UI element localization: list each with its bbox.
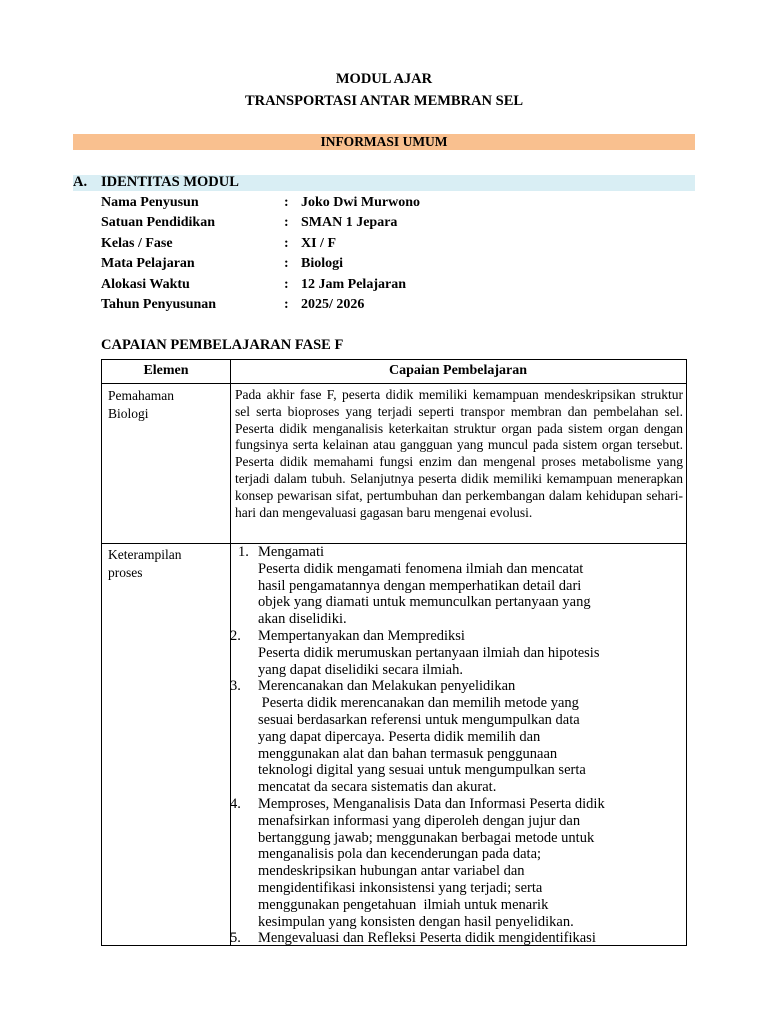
module-subtitle: TRANSPORTASI ANTAR MEMBRAN SEL <box>244 93 524 109</box>
identity-label: Nama Penyusun <box>101 195 199 210</box>
step-text-line: mengidentifikasi inkonsistensi yang terjadi; serta <box>258 879 543 896</box>
step-text-line: bertanggung jawab; menggunakan berbagai metode untuk <box>258 829 595 846</box>
identity-label: Tahun Penyusunan <box>101 297 217 312</box>
step-text-line: kesimpulan yang konsisten dengan hasil penyelidikan. <box>258 913 574 930</box>
row1-elemen-line2: Biologi <box>108 406 149 421</box>
identity-value: SMAN 1 Jepara <box>301 215 398 230</box>
section-title: IDENTITAS MODUL <box>101 174 239 190</box>
identity-colon: : <box>284 215 289 230</box>
step-text-line: Peserta didik merencanakan dan memilih metode yang <box>258 695 579 712</box>
step-number: 3. <box>230 678 241 695</box>
identity-value: 12 Jam Pelajaran <box>301 277 406 292</box>
identity-label: Mata Pelajaran <box>101 256 195 271</box>
identity-row <box>101 195 661 213</box>
identity-label: Alokasi Waktu <box>101 277 190 292</box>
header-capaian: Capaian Pembelajaran <box>388 363 528 378</box>
identity-label: Kelas / Fase <box>101 236 173 251</box>
identity-row <box>101 236 661 254</box>
step-text-line: menggunakan alat dan bahan termasuk penggunaan <box>258 745 558 762</box>
step-title: Memproses, Menganalisis Data dan Informasi Peserta didik <box>258 796 605 812</box>
info-umum-band <box>73 134 695 150</box>
step-number: 2. <box>230 628 241 644</box>
step-title: Mempertanyakan dan Memprediksi <box>258 628 465 644</box>
step-number: 1. <box>238 544 249 560</box>
table-header-divider <box>102 383 686 384</box>
step-item <box>258 930 684 947</box>
step-text-line: menggunakan pengetahuan ilmiah untuk menarik <box>258 896 549 913</box>
step-number: 4. <box>230 796 241 812</box>
header-elemen: Elemen <box>143 363 189 378</box>
capaian-heading: CAPAIAN PEMBELAJARAN FASE F <box>101 337 344 353</box>
identity-colon: : <box>284 195 289 210</box>
row2-elemen-line2: proses <box>108 565 143 580</box>
identity-colon: : <box>284 297 289 312</box>
identity-value: 2025/ 2026 <box>301 297 365 312</box>
step-item <box>258 544 684 628</box>
step-text-line: mencatat da secara sistematis dan akurat. <box>258 779 497 796</box>
row1-elemen-line1: Pemahaman <box>108 388 174 403</box>
step-item <box>258 796 684 930</box>
identity-colon: : <box>284 256 289 271</box>
section-letter: A. <box>73 174 88 190</box>
step-text-line: menafsirkan informasi yang diperoleh dengan jujur dan <box>258 812 581 829</box>
info-umum-label: INFORMASI UMUM <box>320 134 448 149</box>
identity-value: XI / F <box>301 236 336 251</box>
row2-elemen-line1: Keterampilan <box>108 547 182 562</box>
step-text-line: yang dapat dipercaya. Peserta didik memilih dan <box>258 728 541 745</box>
step-title: Merencanakan dan Melakukan penyelidikan <box>258 678 516 695</box>
identity-colon: : <box>284 236 289 251</box>
step-text-line: Peserta didik merumuskan pertanyaan ilmiah dan hipotesis <box>258 644 600 661</box>
step-text-line: menganalisis pola dan kecenderungan pada data; <box>258 846 542 863</box>
step-text-line: hasil pengamatannya dengan memperhatikan detail dari <box>258 577 582 594</box>
step-text-line: mendeskripsikan hubungan antar variabel dan <box>258 863 525 880</box>
identity-value: Biologi <box>301 256 344 271</box>
capaian-table <box>101 359 687 946</box>
row1-elemen <box>108 387 226 423</box>
identity-colon: : <box>284 277 289 292</box>
row1-capaian-text: Pada akhir fase F, peserta didik memiliki kemampuan mendeskripsikan struktur sel serta bioproses yang terjadi seperti transpor membran dan pembelahan sel. Peserta didik menganalisis keterkaitan struktur organ pada sistem organ dengan fungsinya serta kelainan atau gangguan yang muncul pada sistem organ tersebut. Peserta didik memahami fungsi enzim dan mengenal proses metabolisme yang terjadi dalam tubuh. Selanjutnya peserta didik memiliki kemampuan menerapkan konsep pewarisan sifat, pertumbuhan dan perkembangan dalam kehidupan sehari-hari dan mengevaluasi gagasan baru mengenai evolusi. <box>235 387 683 520</box>
step-text-line: yang dapat diselidiki secara ilmiah. <box>258 661 463 678</box>
identity-row <box>101 277 661 295</box>
identity-row <box>101 215 661 233</box>
identity-row <box>101 297 661 315</box>
step-title: Mengamati <box>258 544 325 560</box>
row2-elemen <box>108 546 226 582</box>
identity-label: Satuan Pendidikan <box>101 215 215 230</box>
step-number: 5. <box>230 930 241 947</box>
step-item <box>258 628 684 678</box>
step-text-line: sesuai berdasarkan referensi untuk mengumpulkan data <box>258 711 580 728</box>
identity-row <box>101 256 661 274</box>
step-item <box>258 678 684 796</box>
table-column-divider <box>230 360 231 945</box>
step-text-line: objek yang diamati untuk memunculkan pertanyaan yang <box>258 594 591 611</box>
step-text-line: Peserta didik mengamati fenomena ilmiah dan mencatat <box>258 560 584 577</box>
module-title: MODUL AJAR <box>335 71 433 87</box>
step-title: Mengevaluasi dan Refleksi Peserta didik mengidentifikasi <box>258 930 596 947</box>
identity-value: Joko Dwi Murwono <box>301 195 421 210</box>
step-text-line: akan diselidiki. <box>258 611 347 628</box>
step-text-line: teknologi digital yang sesuai untuk mengumpulkan serta <box>258 762 586 779</box>
